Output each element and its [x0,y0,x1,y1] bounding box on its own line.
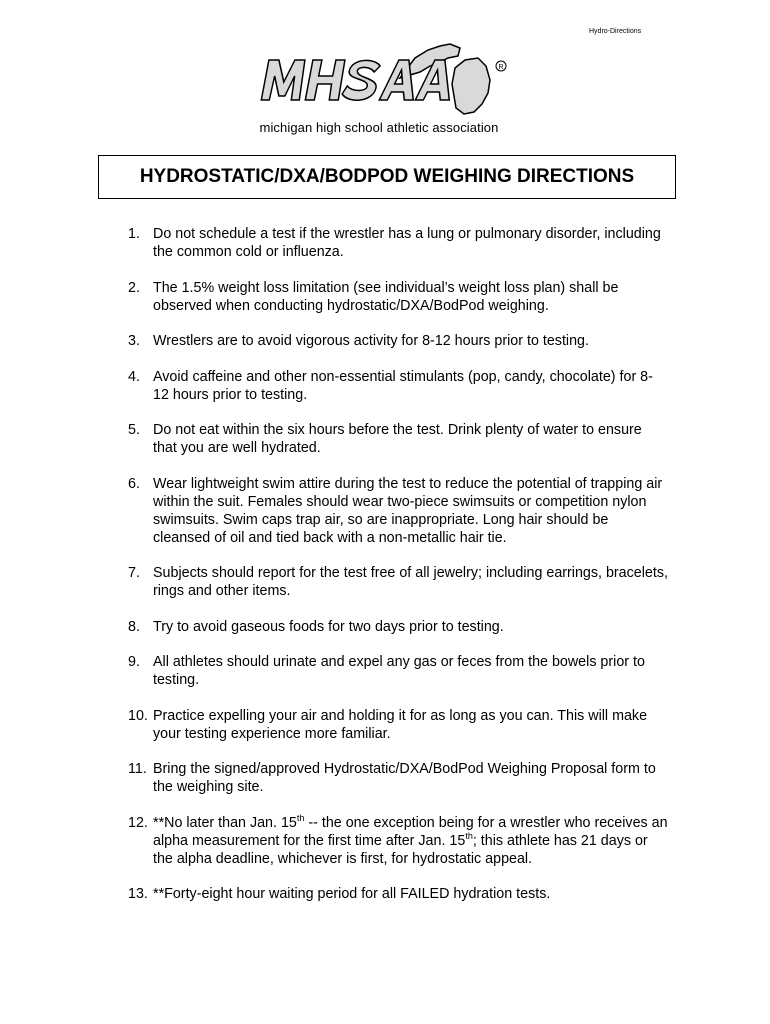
list-item: 6. Wear lightweight swim attire during the test to reduce the potential of trapping air within the suit. Females should wear two-piece swimsuits or competition nylon swimsuits. Swim caps trap air, so are inappropriate. Long hair should be cleansed of oil and tied back with a non-metallic hair tie. [128,475,663,546]
page-title: HYDROSTATIC/DXA/BODPOD WEIGHING DIRECTIONS [98,155,676,199]
mhsaa-logo [250,38,508,140]
list-item: 4. Avoid caffeine and other non-essential stimulants (pop, candy, chocolate) for 8-12 hours prior to testing. [128,368,653,403]
list-item: 8. Try to avoid gaseous foods for two days prior to testing. [128,618,504,635]
list-item: 2. The 1.5% weight loss limitation (see individual’s weight loss plan) shall be observed when conducting hydrostatic/DXA/BodPod weighing. [128,279,619,314]
list-item: 11. Bring the signed/approved Hydrostatic/DXA/BodPod Weighing Proposal form to the weighing site. [128,761,656,795]
list-item: 3. Wrestlers are to avoid vigorous activity for 8-12 hours prior to testing. [128,333,589,349]
michigan-map-icon [250,38,508,118]
list-item: 7. Subjects should report for the test free of all jewelry; including earrings, bracelets, rings and other items. [128,565,668,599]
header-tag: Hydro-Directions [589,28,642,35]
list-item: 12. **No later than Jan. 15th -- the one exception being for a wrestler who receives an alpha measurement for the first time after Jan. 15th; this athlete has 21 days or the alpha deadline, whichever is first, for hydrostatic appeal. [128,812,668,867]
logo-caption: michigan high school athletic association [259,120,499,135]
list-item: 9. All athletes should urinate and expel any gas or feces from the bowels prior to testing. [128,654,645,688]
svg-text:R: R [498,64,504,71]
list-item: 1. Do not schedule a test if the wrestler has a lung or pulmonary disorder, including the common cold or influenza. [128,226,661,260]
list-item: 10. Practice expelling your air and holding it for as long as you can. This will make your testing experience more familiar. [128,707,648,742]
list-item: 5. Do not eat within the six hours before the test. Drink plenty of water to ensure that you are well hydrated. [128,422,642,456]
directions-list [128,225,668,921]
list-item: 13. **Forty-eight hour waiting period for all FAILED hydration tests. [128,886,551,902]
